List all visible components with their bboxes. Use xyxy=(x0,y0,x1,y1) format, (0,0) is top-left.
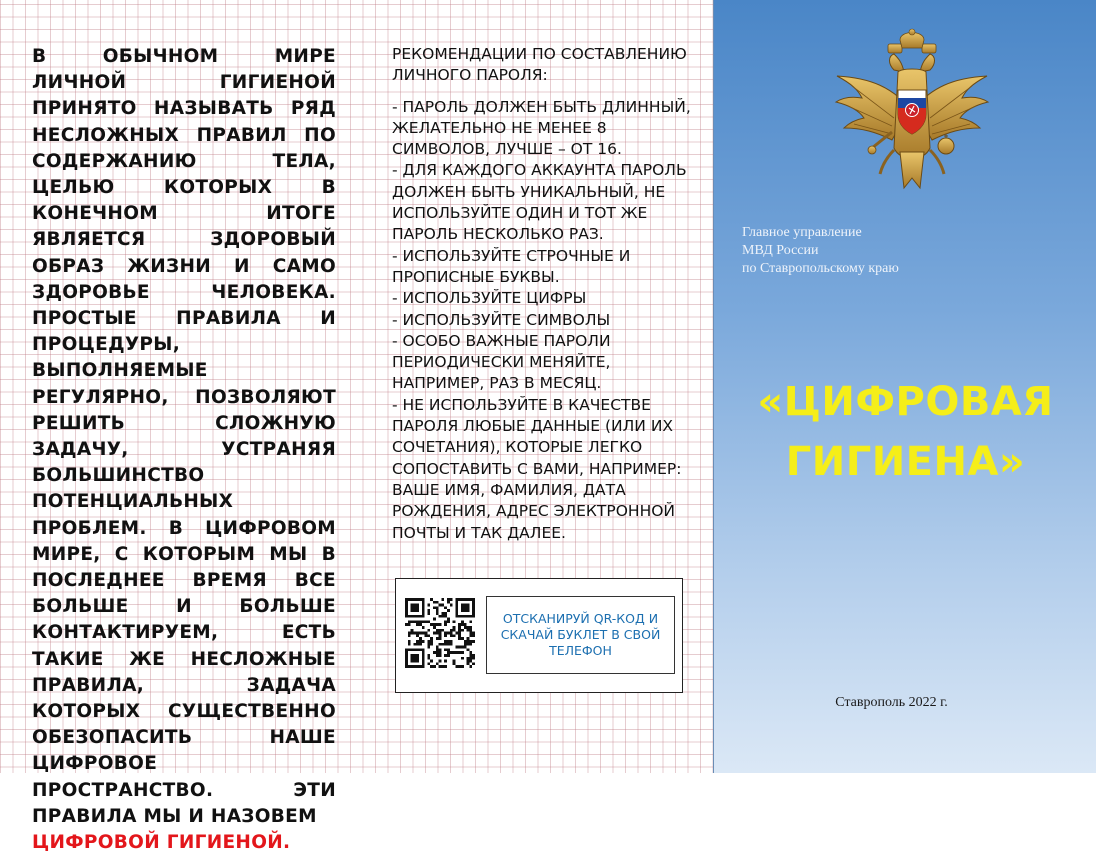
qr-caption-box xyxy=(486,596,675,674)
organization-line: МВД России xyxy=(742,243,819,258)
cover-panel xyxy=(713,0,1096,773)
recommendation-item: - ОСОБО ВАЖНЫЕ ПАРОЛИ ПЕРИОДИЧЕСКИ МЕНЯЙТЕ, НАПРИМЕР, РАЗ В МЕСЯЦ. xyxy=(392,331,611,393)
booklet-title xyxy=(714,372,1097,492)
recommendation-item: - ДЛЯ КАЖДОГО АККАУНТА ПАРОЛЬ ДОЛЖЕН БЫТЬ УНИКАЛЬНЫЙ, НЕ ИСПОЛЬЗУЙТЕ ОДИН И ТОТ ЖЕ ПАРОЛЬ НЕСКОЛЬКО РАЗ. xyxy=(392,161,687,244)
intro-highlight: ЦИФРОВОЙ ГИГИЕНОЙ. xyxy=(32,832,291,854)
recommendation-item: - ИСПОЛЬЗУЙТЕ ЦИФРЫ xyxy=(392,289,587,308)
organization-name xyxy=(742,224,992,278)
password-recommendations xyxy=(392,44,692,544)
organization-line: Главное управление xyxy=(742,225,862,240)
qr-block xyxy=(395,578,683,693)
title-line: «ЦИФРОВАЯ xyxy=(757,379,1054,425)
organization-line: по Ставропольскому краю xyxy=(742,261,899,276)
qr-code-icon xyxy=(405,598,475,668)
title-line: ГИГИЕНА» xyxy=(785,439,1026,485)
recommendation-item: - НЕ ИСПОЛЬЗУЙТЕ В КАЧЕСТВЕ ПАРОЛЯ ЛЮБЫЕ ДАННЫЕ (ИЛИ ИХ СОЧЕТАНИЯ), КОТОРЫЕ ЛЕГКО СОПОСТАВИТЬ С ВАМИ, НАПРИМЕР: ВАШЕ ИМЯ, ФАМИЛИЯ, ДАТА РОЖДЕНИЯ, АДРЕС ЭЛЕКТРОННОЙ ПОЧТЫ И ТАК ДАЛЕЕ. xyxy=(392,395,682,542)
recommendation-item: - ИСПОЛЬЗУЙТЕ СТРОЧНЫЕ И ПРОПИСНЫЕ БУКВЫ. xyxy=(392,246,631,286)
recommendation-item: - ИСПОЛЬЗУЙТЕ СИМВОЛЫ xyxy=(392,310,611,329)
mvd-emblem-icon xyxy=(832,28,992,198)
city-year: Ставрополь 2022 г. xyxy=(835,695,948,710)
intro-text: В ОБЫЧНОМ МИРЕ ЛИЧНОЙ ГИГИЕНОЙ ПРИНЯТО НАЗЫВАТЬ РЯД НЕСЛОЖНЫХ ПРАВИЛ ПО СОДЕРЖАНИЮ ТЕЛА, ЦЕЛЬЮ КОТОРЫХ В КОНЕЧНОМ ИТОГЕ ЯВЛЯЕТСЯ ЗДОРОВЫЙ ОБРАЗ ЖИЗНИ И САМО ЗДОРОВЬЕ ЧЕЛОВЕКА. ПРОСТЫЕ ПРАВИЛА И ПРОЦЕДУРЫ, ВЫПОЛНЯЕМЫЕ РЕГУЛЯРНО, ПОЗВОЛЯЮТ РЕШИТЬ СЛОЖНУЮ ЗАДАЧУ, УСТРАНЯЯ БОЛЬШИНСТВО ПОТЕНЦИАЛЬНЫХ ПРОБЛЕМ. В ЦИФРОВОМ МИРЕ, С КОТОРЫМ МЫ В ПОСЛЕДНЕЕ ВРЕМЯ ВСЕ БОЛЬШЕ И БОЛЬШЕ КОНТАКТИРУЕМ, ЕСТЬ ТАКИЕ ЖЕ НЕСЛОЖНЫЕ ПРАВИЛА, ЗАДАЧА КОТОРЫХ СУЩЕСТВЕННО ОБЕЗОПАСИТЬ НАШЕ ЦИФРОВОЕ ПРОСТРАНСТВО. ЭТИ ПРАВИЛА МЫ И НАЗОВЕМ xyxy=(32,46,336,827)
recommendation-item: - ПАРОЛЬ ДОЛЖЕН БЫТЬ ДЛИННЫЙ, ЖЕЛАТЕЛЬНО НЕ МЕНЕЕ 8 СИМВОЛОВ, ЛУЧШЕ – ОТ 16. xyxy=(392,97,691,159)
intro-column xyxy=(32,44,336,856)
recommendations-title: РЕКОМЕНДАЦИИ ПО СОСТАВЛЕНИЮ ЛИЧНОГО ПАРОЛЯ: xyxy=(392,45,687,85)
qr-caption: ОТСКАНИРУЙ QR-КОД И СКАЧАЙ БУКЛЕТ В СВОЙ ТЕЛЕФОН xyxy=(500,611,661,658)
